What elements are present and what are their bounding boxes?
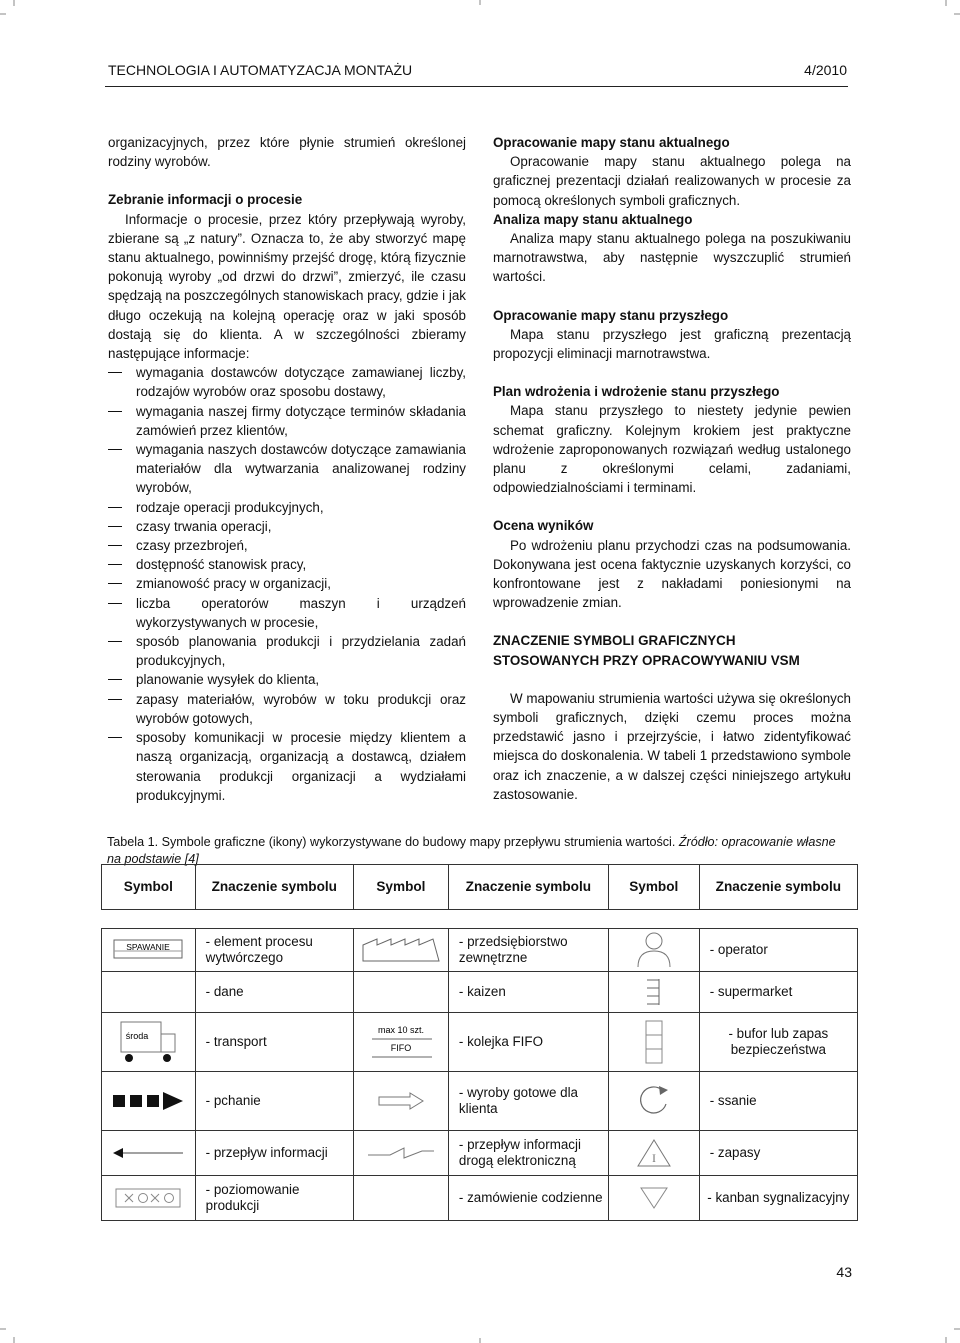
push-arrow-icon	[111, 1091, 185, 1111]
list-item: sposoby komunikacji w procesie między klientem a naszą organizacją, organizacją a dostawcą, działem sterowania produkcji organizacji a wydziałami produkcyjnymi.	[108, 728, 466, 805]
header-meaning: Znaczenie symbolu	[699, 865, 857, 910]
list-item: zapasy materiałów, wyrobów w toku produkcji oraz wyrobów gotowych,	[108, 690, 466, 728]
buffer-icon	[643, 1019, 665, 1065]
meaning-cell: - dane	[195, 972, 353, 1013]
header-meaning: Znaczenie symbolu	[448, 865, 608, 910]
caption-source: Źródło: opracowanie własne na podstawie [4]	[107, 835, 836, 866]
meaning-cell: - kolejka FIFO	[448, 1013, 608, 1072]
meaning-cell: - wyroby gotowe dla klienta	[448, 1072, 608, 1131]
factory-icon	[361, 937, 441, 963]
meaning-cell: - pchanie	[195, 1072, 353, 1131]
list-item: rodzaje operacji produkcyjnych,	[108, 498, 466, 517]
list-item: liczba operatorów maszyn i urządzeń wykorzystywanych w procesie,	[108, 594, 466, 632]
header-meaning: Znaczenie symbolu	[195, 865, 353, 910]
meaning-cell: - element procesu wytwórczego	[195, 929, 353, 972]
list-item: dostępność stanowisk pracy,	[108, 555, 466, 574]
table-row	[102, 1131, 858, 1176]
truck-icon	[117, 1020, 179, 1064]
leveling-box-icon	[115, 1188, 181, 1208]
operator-icon	[634, 931, 674, 969]
svg-text:I: I	[651, 1151, 656, 1165]
electronic-info-arrow-icon	[366, 1146, 436, 1160]
shipment-arrow-icon	[376, 1092, 426, 1110]
meaning-cell: - operator	[699, 929, 857, 972]
meaning-cell: - bufor lub zapas bezpieczeństwa	[699, 1013, 857, 1072]
journal-title: TECHNOLOGIA I AUTOMATYZACJA MONTAŻU	[108, 62, 413, 78]
process-box-icon	[113, 939, 183, 961]
header-symbol: Symbol	[353, 865, 448, 910]
paragraph: Analiza mapy stanu aktualnego polega na poszukiwaniu marnotrawstwa, aby następnie wyszczuplić strumień wartości.	[493, 231, 851, 285]
section-heading: Analiza mapy stanu aktualnego	[493, 211, 693, 227]
fifo-lane-icon	[358, 1023, 444, 1061]
header-rule	[105, 86, 848, 87]
chapter-heading-line1: ZNACZENIE SYMBOLI GRAFICZNYCH	[493, 633, 736, 649]
truck-label: środa	[126, 1031, 149, 1041]
pull-arrow-icon	[636, 1084, 672, 1118]
section-heading: Plan wdrożenia i wdrożenie stanu przyszłego	[493, 384, 780, 400]
section-heading: Zebranie informacji o procesie	[108, 192, 303, 208]
info-list	[108, 363, 466, 805]
table-row	[102, 1013, 858, 1072]
paragraph: Po wdrożeniu planu przychodzi czas na podsumowania. Dokonywana jest ocena faktycznie uzyskanych korzyści, co konfrontowane jest z nakładami poniesionymi na wprowadzenie zmian.	[493, 537, 851, 611]
issue-number: 4/2010	[804, 62, 847, 78]
caption-text: Tabela 1. Symbole graficzne (ikony) wykorzystywane do budowy mapy przepływu strumienia wartości.	[107, 835, 679, 849]
chapter-heading-line2: STOSOWANYCH PRZY OPRACOWYWANIU VSM	[493, 652, 800, 668]
supermarket-icon	[644, 977, 664, 1007]
section-heading: Opracowanie mapy stanu aktualnego	[493, 135, 730, 150]
paragraph: Opracowanie mapy stanu aktualnego polega na graficznej prezentacji działań realizowanych w procesie za pomocą określonych symboli graficznych.	[493, 154, 851, 208]
meaning-cell: - przepływ informacji	[195, 1131, 353, 1176]
table-row	[102, 1176, 858, 1221]
page-number: 43	[836, 1264, 852, 1280]
table-header-row	[102, 865, 858, 910]
list-item: wymagania dostawców dotyczące zamawianej liczby, rodzajów wyrobów oraz sposobu dostawy,	[108, 363, 466, 401]
paragraph: W mapowaniu strumienia wartości używa się określonych symboli graficznych, dzięki czemu proces można przedstawić jasno i przejrzyście, i łatwo zidentyfikować miejsca do doskonalenia. W tabeli 1 przedstawiono symbole oraz ich znaczenie, a w dalszej części niniejszego artykułu zastosowanie.	[493, 690, 851, 802]
header-symbol: Symbol	[608, 865, 699, 910]
paragraph: Mapa stanu przyszłego to niestety jedynie pewien schemat graficzny. Kolejnym krokiem jest praktyczne wdrożenie zaproponowanych rozwiązań według ustalonego planu z określonymi celami, zadaniami, odpowiedzialnościami i terminami.	[493, 403, 851, 496]
meaning-cell: - zapasy	[699, 1131, 857, 1176]
paragraph: organizacyjnych, przez które płynie strumień określonej rodziny wyrobów.	[108, 135, 466, 170]
inventory-triangle-icon	[636, 1138, 672, 1168]
section-heading: Ocena wyników	[493, 518, 594, 534]
info-flow-arrow-icon	[111, 1146, 185, 1160]
header-symbol: Symbol	[102, 865, 196, 910]
meaning-cell: - poziomowanie produkcji	[195, 1176, 353, 1221]
list-item: czasy trwania operacji,	[108, 517, 466, 536]
right-column	[493, 133, 851, 804]
meaning-cell: - przedsiębiorstwo zewnętrzne	[448, 929, 608, 972]
table-row	[102, 1072, 858, 1131]
meaning-cell: - supermarket	[699, 972, 857, 1013]
meaning-cell: - transport	[195, 1013, 353, 1072]
symbol-table	[101, 864, 858, 1221]
section-heading: Opracowanie mapy stanu przyszłego	[493, 307, 729, 323]
table-row	[102, 972, 858, 1013]
meaning-cell: - zamówienie codzienne	[448, 1176, 608, 1221]
list-item: wymagania naszej firmy dotyczące terminów składania zamówień przez klientów,	[108, 402, 466, 440]
table-caption	[107, 834, 852, 868]
list-item: czasy przezbrojeń,	[108, 536, 466, 555]
list-item: sposób planowania produkcji i przydzielania zadań produkcyjnych,	[108, 632, 466, 670]
meaning-cell: - kaizen	[448, 972, 608, 1013]
list-item: planowanie wysyłek do klienta,	[108, 670, 466, 689]
paragraph: Informacje o procesie, przez który przepływają wyroby, zbierane są „z natury”. Oznacza to, że aby stworzyć mapę stanu aktualnego, powinniśmy przejść drogę, którą fizycznie pokonują wyroby „od drzwi do drzwi”, zmierzyć, ile czasu spędzają na poszczególnych stanowiskach pracy, gdzie i jak długo oczekują na kolejną operację oraz w jaki sposób dostają się do klienta. A w szczególności zbieramy następujące informacje:	[108, 211, 466, 362]
fifo-max-label: max 10 szt.	[377, 1025, 424, 1035]
signal-kanban-icon	[639, 1186, 669, 1210]
process-box-label: SPAWANIE	[126, 942, 171, 952]
left-column	[108, 133, 466, 805]
paragraph: Mapa stanu przyszłego jest graficzną prezentacją propozycji eliminacji marnotrawstwa.	[493, 326, 851, 362]
meaning-cell: - ssanie	[699, 1072, 857, 1131]
meaning-cell: - przepływ informacji drogą elektroniczną	[448, 1131, 608, 1176]
fifo-label: FIFO	[390, 1043, 412, 1053]
list-item: zmianowość pracy w organizacji,	[108, 574, 466, 593]
meaning-cell: - kanban sygnalizacyjny	[699, 1176, 857, 1221]
table-row	[102, 929, 858, 972]
list-item: wymagania naszych dostawców dotyczące zamawiania materiałów dla wytwarzania analizowanej rodziny wyrobów,	[108, 440, 466, 498]
